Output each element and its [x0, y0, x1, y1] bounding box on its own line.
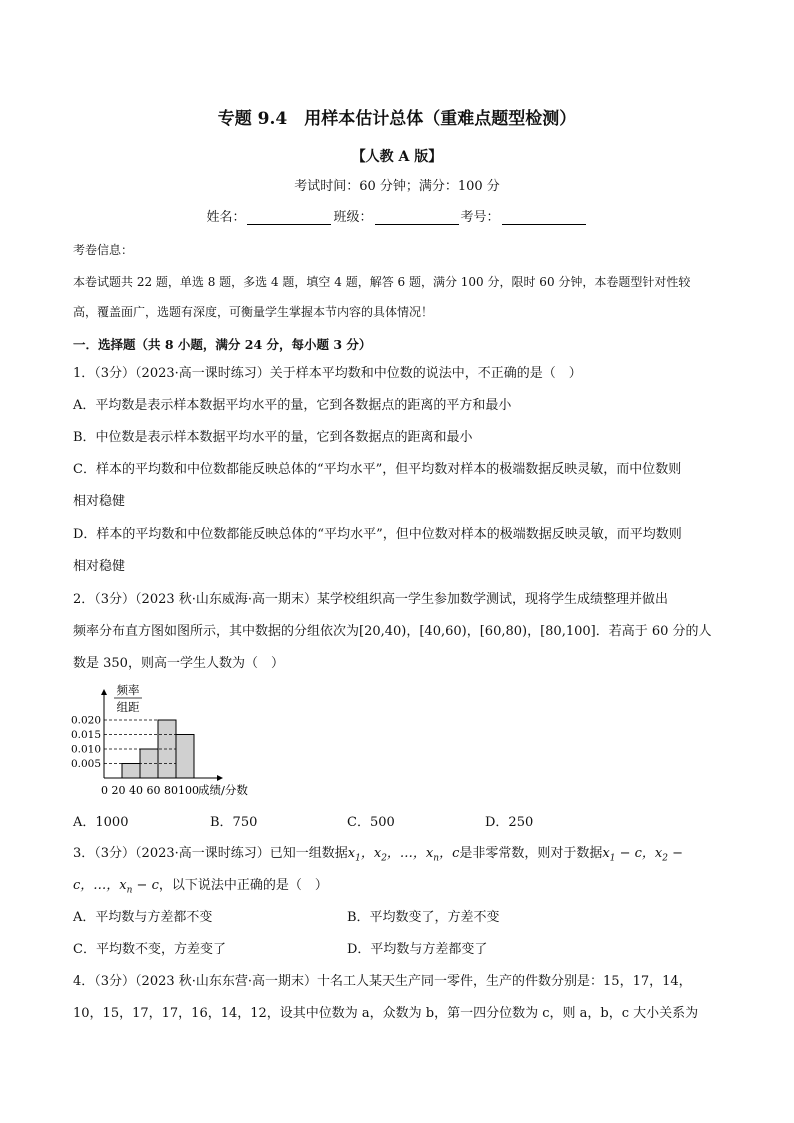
question-stem-cont: 10，15，17，17，16，14，12，设其中位数为 a，众数为 b，第一四分位数为 c，则 a，b，c 大小关系为: [73, 1006, 699, 1021]
number-label: 考号：: [460, 210, 500, 225]
y-tick-label: 0.020: [70, 714, 101, 727]
option-d-cont: 相对稳健: [73, 559, 126, 574]
option-b: B．平均数变了，方差不变: [347, 910, 500, 925]
option-c-cont: 相对稳健: [73, 494, 126, 509]
math-expression: $x_1 - c$，$x_2$ −: [602, 846, 683, 864]
math-expression: c，…，$x_n - c$: [73, 878, 159, 896]
stem-text: ，以下说法中正确的是（ ）: [158, 878, 328, 893]
y-tick-label: 0.015: [70, 729, 101, 741]
option-b: B．中位数是表示样本数据平均水平的量，它到各数据点的距离和最小: [73, 430, 473, 445]
page-title: 专题 9.4 用样本估计总体（重难点题型检测）: [217, 109, 577, 129]
student-fields: [0, 206, 794, 225]
y-tick-label: 0.010: [70, 743, 101, 756]
option-c: C．样本的平均数和中位数都能反映总体的“平均水平”，但平均数对样本的极端数据反映灵敏，而中位数则: [73, 462, 682, 477]
y-axis-label-numerator: 频率: [116, 683, 140, 697]
option-c: C．平均数不变，方差变了: [73, 942, 226, 957]
number-field[interactable]: [502, 212, 586, 225]
option-b: B．750: [210, 815, 258, 830]
frequency-histogram: [70, 680, 270, 805]
x-axis-label: 成绩/分数: [198, 783, 248, 797]
option-c: C．500: [347, 815, 395, 830]
info-heading: 考卷信息：: [73, 243, 134, 257]
question-stem: 1．（3分）（2023·高一课时练习）关于样本平均数和中位数的说法中，不正确的是（ ）: [73, 366, 582, 381]
histogram-bar: [122, 764, 140, 779]
question-stem-cont: 频率分布直方图如图所示，其中数据的分组依次为[20,40)，[40,60)，[60,80)，[80,100]．若高于 60 分的人: [73, 624, 712, 639]
edition-label: 【人教 A 版】: [351, 149, 443, 165]
question-stem: [73, 846, 683, 867]
x-tick-labels: 0 20 40 60 80100: [101, 784, 199, 797]
y-tick-label: 0.005: [70, 758, 101, 770]
class-label: 班级：: [333, 210, 373, 225]
exam-time: 考试时间：60 分钟；满分：100 分: [294, 179, 500, 194]
stem-text: 3．（3分）（2023·高一课时练习）已知一组数据: [73, 846, 348, 861]
name-field[interactable]: [247, 212, 331, 225]
section-heading: 一．选择题（共 8 小题，满分 24 分，每小题 3 分）: [73, 337, 372, 352]
histogram-bar: [176, 735, 194, 779]
option-d: D．平均数与方差都变了: [347, 942, 488, 957]
stem-text: 是非零常数，则对于数据: [459, 846, 603, 861]
info-line: 高，覆盖面广，选题有深度，可衡量学生掌握本节内容的具体情况！: [73, 305, 434, 319]
option-d: D．样本的平均数和中位数都能反映总体的“平均水平”，但中位数对样本的极端数据反映灵敏，而平均数则: [73, 527, 682, 542]
info-line: 本卷试题共 22 题，单选 8 题，多选 4 题，填空 4 题，解答 6 题，满分 100 分，限时 60 分钟，本卷题型针对性较: [73, 275, 691, 289]
option-d: D．250: [485, 815, 534, 830]
class-field[interactable]: [375, 212, 459, 225]
question-stem: 4．（3分）（2023 秋·山东东营·高一期末）十名工人某天生产同一零件，生产的件数分别是：15，17，14，: [73, 974, 692, 989]
option-a: A．平均数是表示样本数据平均水平的量，它到各数据点的距离的平方和最小: [73, 398, 512, 413]
y-axis-label-denominator: 组距: [116, 700, 140, 714]
question-stem: 2．（3分）（2023 秋·山东威海·高一期末）某学校组织高一学生参加数学测试，现将学生成绩整理并做出: [73, 592, 669, 607]
math-expression: $x_1$，$x_2$，…，$x_n$，c: [347, 846, 460, 864]
name-label: 姓名：: [206, 210, 246, 225]
option-a: A．1000: [73, 815, 129, 830]
question-stem-cont: 数是 350，则高一学生人数为（ ）: [73, 656, 284, 671]
question-stem-cont: [73, 878, 328, 899]
option-a: A．平均数与方差都不变: [73, 910, 213, 925]
